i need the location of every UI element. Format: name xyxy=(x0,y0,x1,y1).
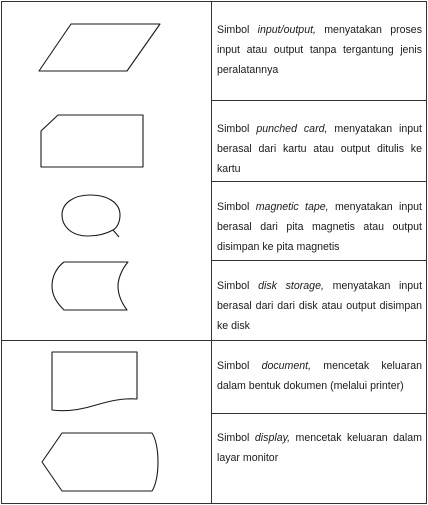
desc-term: input/output, xyxy=(257,24,316,36)
desc-prefix: Simbol xyxy=(217,432,255,444)
display-symbol xyxy=(42,433,158,491)
punched-card-symbol xyxy=(41,115,143,167)
desc-text: menyatakan input berasal dari dari disk atau output disimpan ke disk xyxy=(217,280,423,332)
desc-prefix: Simbol xyxy=(217,280,259,292)
desc-term: punched card, xyxy=(256,123,328,135)
description-display xyxy=(217,428,422,468)
desc-term: magnetic tape, xyxy=(255,201,329,213)
desc-text: menyatakan proses input atau output tanpa tergantung jenis peralatannya xyxy=(217,24,422,76)
desc-prefix: Simbol xyxy=(217,123,257,135)
desc-text: menyatakan input berasal dari pita magnetis atau output disimpan ke pita magnetis xyxy=(217,201,422,253)
description-document xyxy=(217,356,422,396)
description-disk-storage xyxy=(217,276,422,336)
description-punched-card xyxy=(217,119,422,179)
disk-storage-symbol xyxy=(52,262,128,310)
desc-prefix: Simbol xyxy=(217,24,258,36)
desc-prefix: Simbol xyxy=(217,201,256,213)
desc-text: mencetak keluaran dalam layar monitor xyxy=(217,432,423,464)
description-magnetic-tape xyxy=(217,197,422,257)
desc-text: mencetak keluaran dalam bentuk dokumen (melalui printer) xyxy=(217,360,422,392)
document-symbol xyxy=(52,352,137,411)
desc-term: disk storage, xyxy=(258,280,324,292)
desc-prefix: Simbol xyxy=(217,360,262,372)
symbols-column xyxy=(0,0,212,505)
magnetic-tape-symbol xyxy=(62,195,120,237)
input-output-symbol xyxy=(39,24,160,71)
desc-text: menyatakan input berasal dari kartu atau output ditulis ke kartu xyxy=(217,123,422,175)
desc-term: display, xyxy=(254,432,291,444)
description-input-output xyxy=(217,20,422,80)
desc-term: document, xyxy=(261,360,312,372)
